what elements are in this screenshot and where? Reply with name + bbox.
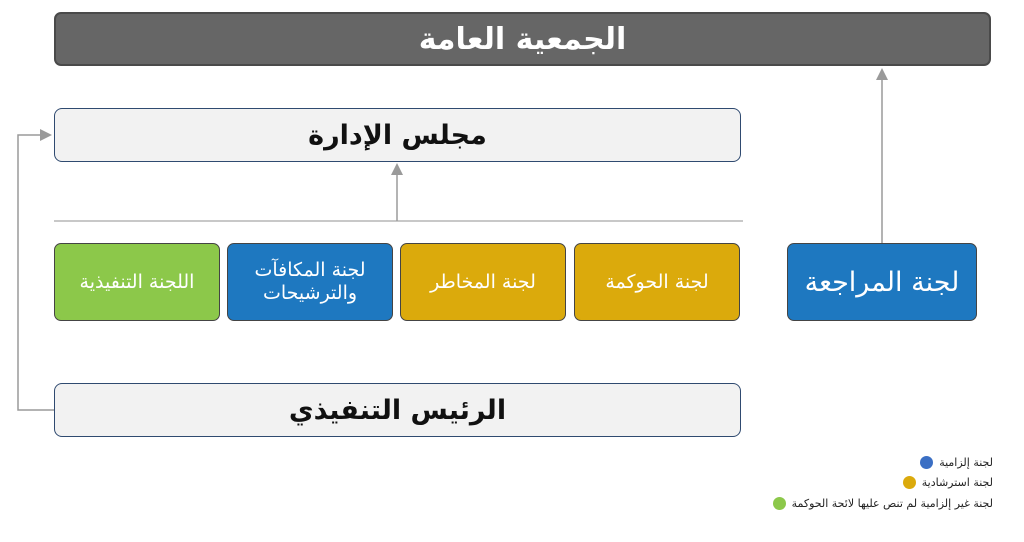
risk-committee-box [400,243,566,321]
audit-committee-label: لجنة المراجعة [804,266,960,298]
legend-advisory-label: لجنة استرشادية [921,475,993,489]
ceo-to-board-connector [18,135,54,410]
mandatory-dot-icon [920,456,933,469]
legend-item-non-mandatory [773,495,993,511]
legend-item-mandatory [920,454,993,470]
executive-committee-box [54,243,220,321]
executive-committee-label: اللجنة التنفيذية [79,270,195,293]
governance-committee-label: لجنة الحوكمة [605,270,709,293]
advisory-dot-icon [903,476,916,489]
legend-non-mandatory-label: لجنة غير إلزامية لم تنص عليها لائحة الحوكمة [791,496,993,510]
governance-committee-box [574,243,740,321]
general-assembly-label: الجمعية العامة [418,21,627,57]
ceo-box [54,383,741,437]
board-box [54,108,741,162]
remuneration-committee-label-line1: لجنة المكافآت [254,259,366,282]
legend-mandatory-label: لجنة إلزامية [939,455,993,469]
ceo-label: الرئيس التنفيذي [288,394,507,426]
remuneration-committee-box [227,243,393,321]
non-mandatory-dot-icon [773,497,786,510]
risk-committee-label: لجنة المخاطر [430,270,536,293]
general-assembly-box [54,12,991,66]
audit-committee-box [787,243,977,321]
remuneration-committee-label-line2: والترشيحات [262,282,358,304]
legend-item-advisory [903,474,993,490]
board-label: مجلس الإدارة [308,119,487,151]
